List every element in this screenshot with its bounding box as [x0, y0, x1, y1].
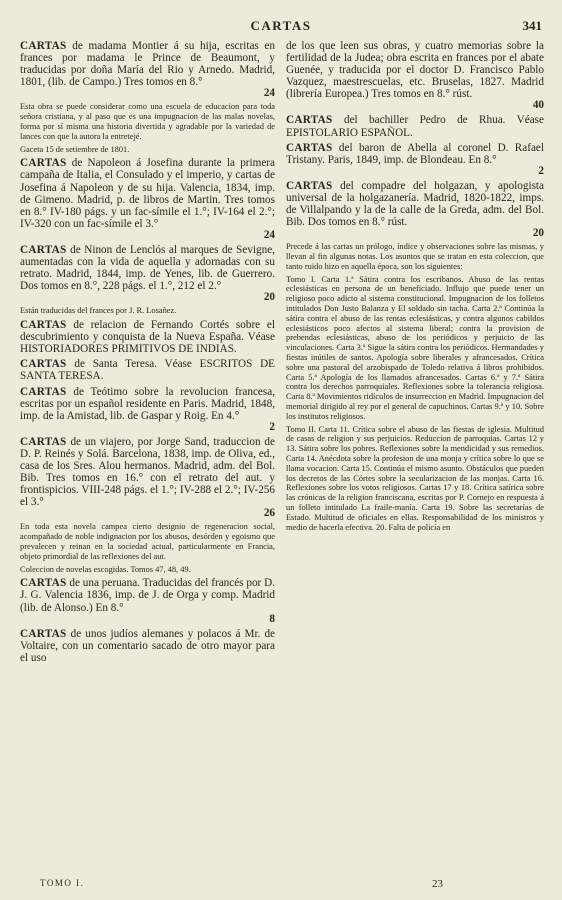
- entry-heading: CARTAS: [20, 627, 67, 640]
- page-footer: [0, 878, 562, 892]
- catalog-entry: [20, 522, 275, 561]
- page-header: [0, 18, 562, 34]
- entry-heading: CARTAS: [286, 141, 333, 154]
- catalog-entry: [286, 275, 544, 422]
- entry-text: de relacion de Fernando Cortés sobre el descubrimiento y conquista de la Nueva España. Véase HISTORIADORES PRIMITIVOS DE INDIAS.: [20, 319, 275, 356]
- entry-price: 8: [269, 612, 275, 625]
- catalog-entry: [20, 628, 275, 664]
- entry-text: de una peruana. Traducidas del francés por D. J. G. Valencia 1836, imp. de J. de Orga y comp. Madrid (lib. de Alonso.) En 8.°: [20, 577, 275, 614]
- entry-price: 40: [532, 99, 544, 112]
- catalog-entry: [20, 102, 275, 141]
- catalog-entry: [20, 436, 275, 520]
- entry-heading: CARTAS: [20, 157, 67, 170]
- entry-text: Esta obra se puede considerar como una escuela de educacion para toda señora cristiana, y al paso que es una impugnacion de las malas novelas, forma por sí misma una historia divertida y agradable por la variedad de lances con que la autora la entretejé.: [20, 102, 275, 141]
- page-number: 341: [522, 18, 542, 33]
- entry-price: 20: [532, 227, 544, 240]
- entry-text: Precede á las cartas un prólogo, índice y observaciones sobre las mismas, y llevan al fin algunas notas. Los asuntos que se tratan en esta coleccion, que tanto ruido hizo en aquella época, son los siguientes:: [286, 242, 544, 271]
- catalog-entry: [20, 244, 275, 303]
- catalog-entry: [20, 40, 275, 99]
- entry-price: 26: [263, 507, 275, 520]
- entry-text: del bachiller Pedro de Rhua. Véase EPISTOLARIO ESPAÑOL.: [286, 114, 544, 139]
- signature-mark: 23: [432, 878, 443, 890]
- entry-price: 2: [538, 164, 544, 177]
- entry-text: de Napoleon á Josefina durante la primera campaña de Italia, el Consulado y el imperio, y cartas de Josefina á Napoleon y de su hija. Valencia, 1834, imp. de Gimeno. Madrid, p. de libros de Martin. Tres tomos en 8.° IV-180 págs. y un fac-símile el 1.°; IV-164 el 2.°; IV-320 con un fac-símile el 3.°: [20, 157, 275, 230]
- entry-text: del compadre del holgazan, y apologista universal de la holgazanería. Madrid, 1820-1822, imps. de Villalpando y la de la calle de la Greda, adm. del Bol. Bib. Dos tomos en 8.° rúst.: [286, 179, 544, 229]
- catalog-entry: [20, 319, 275, 355]
- catalog-entry: [286, 114, 544, 138]
- entry-text: Tomo I. Carta 1.ª Sátira contra los escribanos. Abuso de las rentas eclesiásticas en persona de un beneficiado. Influjo que puede tener un religioso poco adicto al sistema constitucional. Impugnacion de los folletos intitulados Don Justo Balanza y El soldado sin tacha. Carta 2.ª Continúa la sátira contra el abuso de las rentas eclesiásticas, y contra algunos cabildos eclesiásticos poco afectos al sistema liberal; contra la provision de prebendas eclesiásticas, abuso de los periódicos y perjuicio de las vinculaciones. Carta 3.ª Sigue la sátira contra los periódicos. Hermandades y fiestas inútiles de santos. Apología sobre liberales y afrancesados. Crítica sobre una pastoral del arzobispado de Toledo relativa á libros prohibidos. Carta 5.ª Apología de los llamados afrancesados. Cartas 6.ª y 7.ª Sátira contra los derechos parroquiales. Reflexiones sobre la tolerancia religiosa. Carta 8.ª Movimientos ridículos de insurreccion en Madrid. Impugnacion del memorial dirigido al rey por el general de capuchinos. Cartas 9.ª y 10. Sobre los institutos religiosos.: [286, 274, 544, 421]
- entry-text: Coleccion de novelas escogidas. Tomos 47, 48, 49.: [20, 564, 191, 574]
- entry-heading: CARTAS: [286, 179, 333, 192]
- entry-price: 24: [263, 87, 275, 100]
- entry-text: de un viajero, por Jorge Sand, traduccion de D. P. Reinés y Solá. Barcelona, 1838, imp. de Oliva, ed., casa de los Sres. Alou hermanos. Madrid, adm. del Bol. Bib. Tres tomos en 16.° con el retrato del aut. y frontispicios. VIII-248 págs. el 1.°; IV-288 el 2.°; IV-256 el 3.°: [20, 435, 275, 509]
- entry-text: Tomo II. Carta 11. Crítica sobre el abuso de las fiestas de iglesia. Multitud de casas de religion y sus perjuicios. Reduccion de parroquias. Cartas 12 y 13. Sátira sobre los pobres. Reflexiones sobre la mendicidad y sus remedios. Carta 14. Anécdota sobre la profesion de una monja y crítica sobre lo que se llama vocacion. Carta 15. Continúa el mismo asunto. Obstáculos que pueden los decretos de las Córtes sobre la secularizacion de las monjas. Carta 16. Reflexiones sobre los votos religiosos. Cartas 17 y 18. Crítica satírica sobre las crónicas de la religion franciscana, escritas por P. Cornejo en respuesta á un folleto intitulado La fraile-manía. Carta 19. Sobre las secretarías de Estado. Multitud de oficiales en ellas. Responsabilidad de los ministros y medio de hacerla efectiva. 20. Falta de policía en: [286, 424, 544, 532]
- entry-text: de Teótimo sobre la revolucion francesa, escritas por un español residente en Paris. Madrid, 1848, imp. de la Amistad, lib. de Gaspar y Roig. En 4.°: [20, 385, 275, 422]
- catalog-entry: [20, 358, 275, 382]
- catalog-entry: [286, 180, 544, 239]
- entry-text: Están traducidas del frances por J. R. Losañez.: [20, 306, 177, 316]
- entry-text: de Ninon de Lenclós al marques de Sevigne, aumentadas con la vida de aquella y adornadas con su retrato. Madrid, 1844, imp. de Yenes, lib. de Guerrero. Dos tomos en 8.°, 228 págs. el 1.°, 212 el 2.°: [20, 243, 275, 293]
- catalog-entry: [20, 157, 275, 241]
- entry-heading: CARTAS: [20, 358, 67, 371]
- entry-heading: CARTAS: [20, 435, 67, 448]
- catalog-entry: [286, 242, 544, 271]
- entry-price: 20: [263, 291, 275, 304]
- entry-text: de unos judíos alemanes y polacos á Mr. de Voltaire, con un comentario sacado de otro mayor para el uso: [20, 627, 275, 664]
- entry-heading: CARTAS: [20, 243, 67, 256]
- catalog-entry: [20, 306, 275, 316]
- catalog-entry: [286, 142, 544, 177]
- entry-heading: CARTAS: [20, 319, 67, 332]
- entry-price: 24: [263, 228, 275, 241]
- running-title: CARTAS: [250, 18, 312, 33]
- left-column: [20, 40, 275, 860]
- entry-heading: CARTAS: [20, 577, 67, 590]
- entry-text: del baron de Abella al coronel D. Rafael Tristany. Paris, 1849, imp. de Blondeau. En 8.°: [286, 141, 544, 166]
- entry-text: de madama Montier á su hija, escritas en frances por madama le Prince de Beaumont, y traducidas por doña María del Rio y Arnedo. Madrid, 1801, (lib. de Campo.) Tres tomos en 8.°: [20, 40, 275, 89]
- entry-heading: CARTAS: [286, 114, 333, 127]
- catalog-entry: [20, 386, 275, 433]
- catalog-entry: [20, 577, 275, 624]
- catalog-entry: [286, 40, 544, 111]
- entry-text: de Santa Teresa. Véase ESCRITOS DE SANTA TERESA.: [20, 358, 275, 383]
- entry-heading: CARTAS: [20, 385, 67, 398]
- catalog-entry: [20, 565, 275, 575]
- catalog-entry: [286, 425, 544, 533]
- right-column: [286, 40, 544, 860]
- catalog-entry: [20, 145, 275, 155]
- entry-text: Gaceta 15 de setiembre de 1801.: [20, 144, 130, 154]
- entry-text: En toda esta novela campea cierto designio de regeneracion social, acompañado de noble indignacion por los abusos, desórden y egoismo que prevalecen y reinan en la sociedad actual, particularmente en Francia, objeto primordial de las reflexiones del aut.: [20, 522, 275, 561]
- entry-price: 2: [269, 420, 275, 433]
- entry-heading: CARTAS: [20, 40, 67, 52]
- entry-text: de los que leen sus obras, y cuatro memorias sobre la fertilidad de la Judea; obra escrita en frances por el abate Guenée, y traducida por el doctor D. Francisco Pablo Vazquez, maestrescuelas, etc. Bruselas, 1827. Madrid (librería Europea.) Tres tomos en 8.° rúst.: [286, 40, 544, 101]
- volume-label: TOMO I.: [40, 878, 85, 888]
